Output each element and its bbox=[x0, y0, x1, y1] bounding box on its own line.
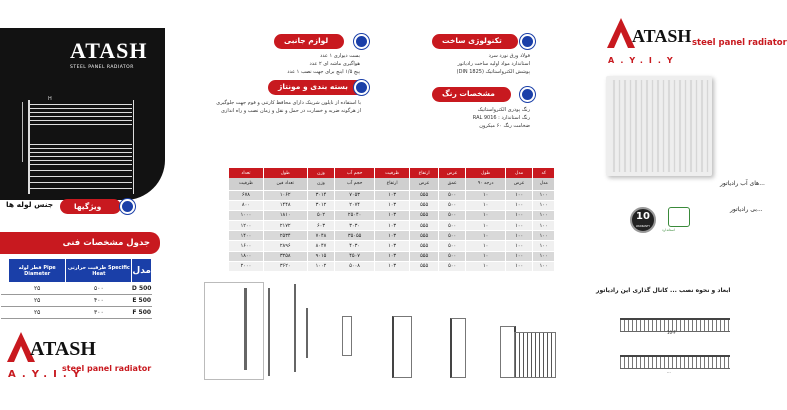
material-label: جنس لوله ها bbox=[6, 200, 54, 209]
cell: ۲۵ bbox=[9, 307, 66, 319]
table-cell: ۵۰۰ bbox=[438, 231, 466, 241]
table-cell: ۱۰۰ bbox=[533, 231, 555, 241]
radiator-fin bbox=[634, 80, 638, 172]
text-line: رنگ پودری الکترواستاتیک bbox=[477, 107, 530, 113]
drawing-bracket-3 bbox=[450, 318, 466, 378]
technology-pill bbox=[432, 34, 518, 49]
table-cell: ۳۰۳۰ bbox=[335, 221, 374, 231]
table-cell: ۱۰۰ bbox=[533, 210, 555, 220]
table-row bbox=[1, 295, 152, 307]
column-header: طول bbox=[466, 168, 505, 178]
column-header: طول bbox=[263, 168, 307, 178]
table-cell: ۲۱۷۲ bbox=[263, 221, 307, 231]
cell: ۲۵ bbox=[9, 283, 66, 295]
column-header: مدل bbox=[505, 168, 533, 178]
table-cell: ۲۵۳۴ bbox=[263, 231, 307, 241]
radiator-fin bbox=[662, 80, 666, 172]
table-cell: ۵۰۰ bbox=[438, 241, 466, 251]
table-cell: ۱۰۳ bbox=[374, 221, 410, 231]
color-dot-icon bbox=[520, 87, 535, 102]
radiator-fin bbox=[684, 80, 688, 172]
subheader-cell: ۹۰ درجه bbox=[466, 178, 505, 190]
logo-mark: ATASH bbox=[632, 26, 692, 46]
text-line: فولاد ورق نورد سرد bbox=[488, 53, 530, 59]
bullet-2: ...بی رادیاتور bbox=[730, 206, 763, 213]
table-cell: ۵۵۵ bbox=[410, 241, 439, 251]
drawing-bracket-2 bbox=[392, 316, 412, 378]
table-cell: ۵۰۲ bbox=[307, 210, 335, 220]
radiator-fin bbox=[656, 80, 660, 172]
column-header: حجم آب bbox=[335, 168, 374, 178]
text-line: استاندارد مواد اولیه ساخت رادیاتور bbox=[457, 61, 530, 67]
packaging-pill-label: بسته بندی و مونتاژ bbox=[278, 82, 348, 91]
table-cell: ۵۵۵ bbox=[410, 221, 439, 231]
spec-table-bar bbox=[0, 232, 160, 254]
dim-label-1: 10-F bbox=[667, 330, 676, 335]
table-row bbox=[229, 221, 555, 231]
logo-letters: A.Y.I.Y bbox=[8, 369, 86, 380]
table-cell: ۱۰ bbox=[466, 251, 505, 261]
table-cell: ۱۰۰ bbox=[505, 210, 533, 220]
table-cell: ۵۰۰ bbox=[438, 210, 466, 220]
features-pill-label: ویژگیها bbox=[74, 202, 102, 211]
text-line: ضخامت رنگ ۶۰ میکرون bbox=[479, 123, 530, 129]
column-header: کد bbox=[533, 168, 555, 178]
text-line: هواگیری ماشه ای ۲ عدد bbox=[309, 61, 360, 67]
table-cell: ۳۲۵۸ bbox=[263, 251, 307, 261]
bullet-1: ...های آب رادیاتور bbox=[720, 180, 765, 187]
table-row bbox=[229, 241, 555, 251]
cell: ۵۰۰ bbox=[66, 283, 132, 295]
table-cell: ۶۷۸ bbox=[229, 190, 263, 200]
table-cell: ۵۵۵ bbox=[410, 261, 439, 271]
table-cell: ۱۰ bbox=[466, 190, 505, 200]
col-pipe-diameter: قطر لوله Pipe Diameter bbox=[9, 259, 66, 283]
table-cell: ۱۰۰۰ bbox=[229, 210, 263, 220]
accessories-pill-label: لوازم جانبی bbox=[284, 36, 329, 45]
warranty-badge bbox=[630, 207, 656, 233]
cell: E 500 bbox=[132, 295, 152, 307]
table-cell: ۸۰۴۷ bbox=[307, 241, 335, 251]
technology-pill-label: تکنولوژی ساخت bbox=[442, 36, 502, 45]
radiator-fin bbox=[618, 80, 622, 172]
table-cell: ۷۰۴۸ bbox=[307, 231, 335, 241]
radiator-fin bbox=[695, 80, 699, 172]
table-cell: ۱۰۰ bbox=[505, 261, 533, 271]
radiator-fin bbox=[645, 80, 649, 172]
table-cell: ۱۰۶۲ bbox=[263, 190, 307, 200]
towel-radiator-drawing bbox=[22, 96, 140, 194]
table-cell: ۱۰۳ bbox=[374, 210, 410, 220]
table-cell: ۱۴۴۸ bbox=[263, 200, 307, 210]
small-spec-table bbox=[0, 258, 152, 319]
table-cell: ۱۰۰ bbox=[505, 190, 533, 200]
table-cell: ۲۸۹۶ bbox=[263, 241, 307, 251]
color-text bbox=[410, 106, 530, 130]
packaging-text: با استفاده از نایلون شرینک دارای محافظ کارتنی و فوم جهت جلوگیری از هرگونه ضربه و خسارت در حمل و نقل و زمان نصب و راه اندازی bbox=[216, 100, 361, 114]
table-cell: ۵۰۰ bbox=[438, 190, 466, 200]
table-cell: ۴۰۳۰ bbox=[335, 241, 374, 251]
subheader-cell: تعداد فین bbox=[263, 178, 307, 190]
table-cell: ۱۰۰ bbox=[533, 261, 555, 271]
radiator-fin bbox=[706, 80, 710, 172]
table-cell: ۳۶۲۰ bbox=[263, 261, 307, 271]
table-cell: ۱۰۰ bbox=[505, 200, 533, 210]
table-cell: ۶۰۳ bbox=[307, 221, 335, 231]
table-cell: ۱۰۳ bbox=[374, 241, 410, 251]
subheader-cell: ظرفیت bbox=[229, 178, 263, 190]
packaging-pill bbox=[268, 80, 364, 95]
table-cell: ۱۰۰ bbox=[505, 251, 533, 261]
table-cell: ۸۰۰ bbox=[229, 200, 263, 210]
dimension-label: H bbox=[48, 96, 52, 102]
table-cell: ۱۰۰ bbox=[533, 241, 555, 251]
table-row bbox=[229, 210, 555, 220]
table-cell: ۳۰۱۴ bbox=[307, 190, 335, 200]
radiator-fin bbox=[612, 80, 616, 172]
section-drawing-2 bbox=[620, 355, 730, 369]
accessories-text bbox=[230, 52, 360, 76]
col-model: مدل bbox=[132, 259, 152, 283]
product-black-panel bbox=[0, 28, 165, 200]
color-pill bbox=[432, 87, 511, 102]
logo-mark: ATASH bbox=[70, 38, 148, 63]
warranty-number: 10 bbox=[636, 211, 650, 222]
column-header: وزن bbox=[307, 168, 335, 178]
table-row bbox=[229, 200, 555, 210]
logo-title: steel panel radiator bbox=[62, 364, 152, 373]
table-cell: ۱۰ bbox=[466, 241, 505, 251]
table-cell: ۱۰ bbox=[466, 261, 505, 271]
text-line: پیچ ۱/۵ اینچ برای جهت نصب ۱ عدد bbox=[287, 69, 360, 75]
table-cell: ۵۵۵ bbox=[410, 200, 439, 210]
table-cell: ۵۰۰۸ bbox=[335, 261, 374, 271]
radiator-fin bbox=[678, 80, 682, 172]
logo-mark: ATASH bbox=[30, 338, 96, 360]
table-cell: ۱۰۰۲ bbox=[307, 261, 335, 271]
radiator-fin bbox=[651, 80, 655, 172]
drawing-side-view bbox=[204, 282, 264, 380]
column-header: ظرفیت bbox=[374, 168, 410, 178]
installation-drawings bbox=[196, 278, 566, 388]
cell: ۲۵ bbox=[9, 295, 66, 307]
table-cell: ۱۰۰ bbox=[505, 241, 533, 251]
table-cell: ۱۶۰۰ bbox=[229, 241, 263, 251]
text-line: رنگ استاندارد : RAL 9016 bbox=[472, 115, 530, 121]
table-row bbox=[229, 261, 555, 271]
drawing-bracket-1 bbox=[342, 316, 352, 356]
table-row bbox=[229, 231, 555, 241]
dim-label-2: ... bbox=[667, 369, 671, 374]
table-row bbox=[1, 283, 152, 295]
technology-dot-icon bbox=[520, 34, 535, 49]
subheader-cell: حجم آب bbox=[335, 178, 374, 190]
table-cell: ۱۸۰۰ bbox=[229, 251, 263, 261]
table-row bbox=[229, 251, 555, 261]
brand-title: steel panel radiator bbox=[692, 38, 787, 48]
table-cell: ۷۰۵۳ bbox=[335, 190, 374, 200]
col-specific-heat: ظرفیت حرارتی Specific Heat bbox=[66, 259, 132, 283]
table-cell: ۱۰۳ bbox=[374, 190, 410, 200]
radiator-fin bbox=[673, 80, 677, 172]
table-cell: ۵۵۵ bbox=[410, 210, 439, 220]
subheader-cell: عمق bbox=[438, 178, 466, 190]
panel-radiator-image bbox=[602, 72, 714, 180]
table-cell: ۵۰۰ bbox=[438, 251, 466, 261]
table-cell: ۱۰ bbox=[466, 221, 505, 231]
table-cell: ۴۵۰۷ bbox=[335, 251, 374, 261]
cell: ۴۰۰ bbox=[66, 295, 132, 307]
standard-mark-icon bbox=[668, 207, 690, 227]
technology-text bbox=[400, 52, 530, 76]
table-row bbox=[1, 307, 152, 319]
radiator-fin bbox=[667, 80, 671, 172]
subheader-cell: عرض bbox=[410, 178, 439, 190]
column-header: ارتفاع bbox=[410, 168, 439, 178]
table-cell: ۵۵۵ bbox=[410, 231, 439, 241]
table-cell: ۱۰ bbox=[466, 200, 505, 210]
table-cell: ۱۴۰۰ bbox=[229, 231, 263, 241]
brand-logo bbox=[70, 38, 148, 70]
column-header: عرض bbox=[438, 168, 466, 178]
subheader-cell: وزن bbox=[307, 178, 335, 190]
main-spec-table bbox=[229, 168, 555, 272]
subheader-cell: مدل bbox=[533, 178, 555, 190]
packaging-dot-icon bbox=[354, 80, 369, 95]
table-cell: ۱۲۰۰ bbox=[229, 221, 263, 231]
table-cell: ۱۰ bbox=[466, 210, 505, 220]
table-cell: ۱۸۱۰ bbox=[263, 210, 307, 220]
table-cell: ۳۵۰۵۵ bbox=[335, 231, 374, 241]
column-header: تعداد bbox=[229, 168, 263, 178]
table-cell: ۵۰۰ bbox=[438, 261, 466, 271]
warranty-label: WARRANTY bbox=[635, 225, 651, 228]
subheader-cell: ارتفاع bbox=[374, 178, 410, 190]
table-cell: ۱۰۰ bbox=[505, 221, 533, 231]
text-line: بست دیواری ۱ عدد bbox=[320, 53, 360, 59]
table-cell: ۱۰۰ bbox=[533, 221, 555, 231]
subheader-row bbox=[229, 178, 555, 190]
table-cell: ۵۵۵ bbox=[410, 190, 439, 200]
logo-tagline: STEEL PANEL RADIATOR bbox=[70, 65, 134, 70]
radiator-fin bbox=[689, 80, 693, 172]
color-pill-label: مشخصات رنگ bbox=[442, 89, 495, 98]
table-cell: ۳۰۱۲ bbox=[307, 200, 335, 210]
features-pill bbox=[60, 199, 121, 214]
table-cell: ۵۰۰ bbox=[438, 221, 466, 231]
table-cell: ۲۰۰۰ bbox=[229, 261, 263, 271]
table-cell: ۱۰۳ bbox=[374, 200, 410, 210]
table-cell: ۱۰۰ bbox=[505, 231, 533, 241]
table-cell: ۵۰۰ bbox=[438, 200, 466, 210]
text-line: پوشش الکترواستاتیک (DIN 1825) bbox=[456, 69, 530, 75]
table-cell: ۵۵۵ bbox=[410, 251, 439, 261]
standard-label: استاندارد bbox=[662, 228, 676, 232]
features-dot-icon bbox=[120, 199, 135, 214]
table-cell: ۲۰۷۴ bbox=[335, 200, 374, 210]
radiator-fin bbox=[629, 80, 633, 172]
table-row bbox=[229, 190, 555, 200]
radiator-fin bbox=[700, 80, 704, 172]
cell: ۳۰۰ bbox=[66, 307, 132, 319]
table-cell: ۱۰۰ bbox=[533, 251, 555, 261]
drawing-panel-section bbox=[514, 332, 556, 378]
logo-letters: A.Y.I.Y bbox=[608, 56, 679, 65]
cell: F 500 bbox=[132, 307, 152, 319]
accessories-pill bbox=[274, 34, 344, 49]
radiator-fin bbox=[623, 80, 627, 172]
table-cell: ۹۰۱۵ bbox=[307, 251, 335, 261]
accessories-dot-icon bbox=[354, 34, 369, 49]
table-cell: ۱۰۰ bbox=[533, 200, 555, 210]
radiator-fin bbox=[640, 80, 644, 172]
table-cell: ۱۰ bbox=[466, 231, 505, 241]
subheader-cell: عرض bbox=[505, 178, 533, 190]
table-cell: ۱۰۳ bbox=[374, 231, 410, 241]
diagram-caption: ابعاد و نحوه نصب ... کانال گذاری این رادیاتور bbox=[596, 287, 731, 294]
spec-table-title: جدول مشخصات فنی bbox=[62, 238, 150, 248]
cell: D 500 bbox=[132, 283, 152, 295]
table-cell: ۱۰۳ bbox=[374, 261, 410, 271]
table-cell: ۲۵۰۴۰ bbox=[335, 210, 374, 220]
table-cell: ۱۰۳ bbox=[374, 251, 410, 261]
table-cell: ۱۰۰ bbox=[533, 190, 555, 200]
